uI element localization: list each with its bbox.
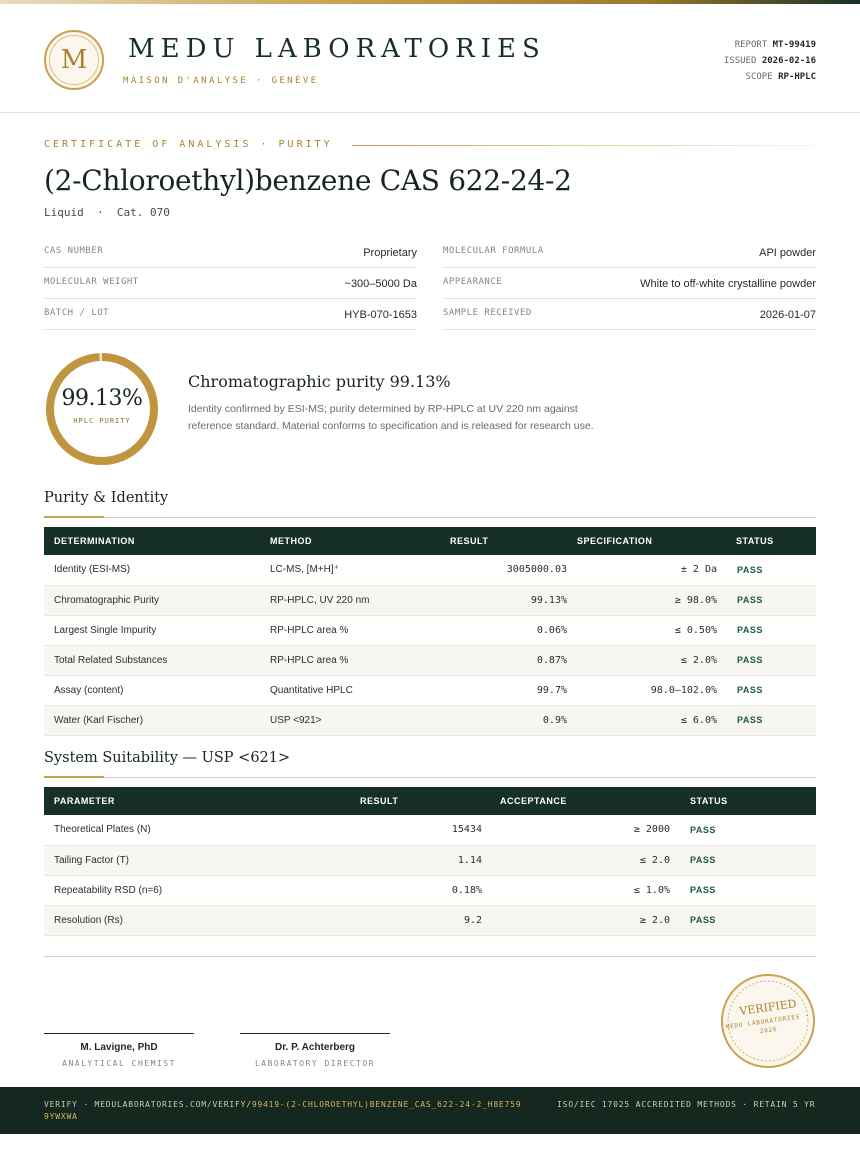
result-cell: 99.13% [420, 585, 577, 615]
signatory-name: M. Lavigne, PhD [80, 1042, 158, 1053]
property-row [443, 299, 816, 330]
table-row [44, 705, 816, 735]
accreditation-note: ISO/IEC 17025 ACCREDITED METHODS · RETAIN 5 YR [557, 1100, 816, 1109]
method-cell: RP-HPLC, UV 220 nm [260, 585, 420, 615]
method-cell: RP-HPLC area % [260, 645, 420, 675]
brand-name: MEDU LABORATORIES [128, 34, 546, 64]
method-cell: Quantitative HPLC [260, 675, 420, 705]
determination-cell: Water (Karl Fischer) [44, 705, 260, 735]
status-badge: PASS [680, 905, 816, 935]
brand-tagline: MAISON D'ANALYSE · GENÈVE [123, 76, 319, 86]
specification-cell: 98.0–102.0% [577, 675, 727, 705]
table-row [44, 815, 816, 845]
column-header: SPECIFICATION [577, 536, 653, 546]
report-number: REPORT MT-99419 [734, 40, 816, 50]
result-cell: 1.14 [292, 845, 492, 875]
result-cell: 9.2 [292, 905, 492, 935]
property-row [443, 237, 816, 268]
property-value: White to off-white crystalline powder [640, 278, 816, 290]
report-header [0, 4, 860, 113]
table-row [44, 905, 816, 935]
purity-identity-table [44, 527, 816, 736]
status-badge: PASS [680, 875, 816, 905]
section-accent [44, 776, 104, 778]
table-row [44, 615, 816, 645]
signature-divider [44, 956, 816, 957]
property-value: 2026-01-07 [759, 309, 816, 321]
footer-bar [0, 1087, 860, 1134]
eyebrow-divider [352, 145, 816, 146]
table-row [44, 875, 816, 905]
verify-link[interactable]: 99419-(2-CHLOROETHYL)BENZENE_CAS_622-24-2_H8E7599YWXWA [44, 1100, 522, 1121]
status-badge: PASS [727, 555, 816, 585]
parameter-cell: Resolution (Rs) [44, 905, 292, 935]
purity-ring-label: HPLC PURITY [73, 417, 131, 425]
column-header: PARAMETER [54, 796, 115, 806]
column-header: RESULT [360, 796, 399, 806]
parameter-cell: Theoretical Plates (N) [44, 815, 292, 845]
determination-cell: Identity (ESI-MS) [44, 555, 260, 585]
acceptance-cell: ≥ 2.0 [492, 905, 680, 935]
status-badge: PASS [680, 815, 816, 845]
acceptance-cell: ≥ 2000 [492, 815, 680, 845]
table-row [44, 585, 816, 615]
seal-subtitle: MEDU LABORATORIES · 2026 [725, 1012, 810, 1036]
signatory-role: ANALYTICAL CHEMIST [62, 1059, 176, 1068]
parameter-cell: Repeatability RSD (n=6) [44, 875, 292, 905]
table-row [44, 675, 816, 705]
determination-cell: Total Related Substances [44, 645, 260, 675]
section-rule [44, 777, 816, 778]
signatory-role: LABORATORY DIRECTOR [254, 1059, 375, 1068]
system-suitability-title: System Suitability — USP <621> [44, 750, 291, 766]
column-header: STATUS [690, 796, 728, 806]
acceptance-cell: ≤ 1.0% [492, 875, 680, 905]
purity-identity-title: Purity & Identity [44, 490, 169, 506]
purity-headline: Chromatographic purity 99.13% [188, 372, 451, 391]
column-header: RESULT [450, 536, 489, 546]
logo-letter: M [49, 35, 99, 85]
purity-description: Identity confirmed by ESI-MS; purity determined by RP-HPLC at UV 220 nm against reference standard. Material conforms to specification and is released for research use. [188, 403, 594, 432]
product-subline: Liquid · Cat. 070 [44, 206, 170, 219]
property-value: HYB-070-1653 [344, 309, 417, 321]
status-badge: PASS [727, 615, 816, 645]
property-value: API powder [759, 247, 816, 259]
report-scope: SCOPE RP-HPLC [745, 72, 816, 82]
method-cell: USP <921> [260, 705, 420, 735]
method-cell: RP-HPLC area % [260, 615, 420, 645]
column-header: METHOD [270, 536, 312, 546]
specification-cell: ≤ 2.0% [577, 645, 727, 675]
result-cell: 0.18% [292, 875, 492, 905]
determination-cell: Chromatographic Purity [44, 585, 260, 615]
table-header-row [44, 527, 816, 555]
result-cell: 0.06% [420, 615, 577, 645]
result-cell: 99.7% [420, 675, 577, 705]
table-row [44, 845, 816, 875]
status-badge: PASS [727, 675, 816, 705]
method-cell: LC-MS, [M+H]⁺ [260, 555, 420, 585]
certificate-eyebrow: CERTIFICATE OF ANALYSIS · PURITY [44, 139, 333, 150]
property-row [44, 237, 417, 268]
verify-line: VERIFY · MEDULABORATORIES.COM/VERIFY/99419-(2-CHLOROETHYL)BENZENE_CAS_622-24-2_H8E7599YWXWA [44, 1100, 522, 1121]
status-badge: PASS [727, 585, 816, 615]
report-meta [724, 37, 816, 85]
property-row [44, 299, 417, 330]
result-cell: 3005000.03 [420, 555, 577, 585]
product-title: (2-Chloroethyl)benzene CAS 622-24-2 [44, 164, 572, 197]
property-label: CAS NUMBER [44, 246, 104, 256]
status-badge: PASS [727, 645, 816, 675]
table-header-row [44, 787, 816, 815]
result-cell: 0.87% [420, 645, 577, 675]
section-rule [44, 517, 816, 518]
section-accent [44, 516, 104, 518]
property-label: SAMPLE RECEIVED [443, 308, 532, 318]
property-value: ~300–5000 Da [344, 278, 417, 290]
column-header: DETERMINATION [54, 536, 135, 546]
specification-cell: ≤ 6.0% [577, 705, 727, 735]
status-badge: PASS [680, 845, 816, 875]
specification-cell: ± 2 Da [577, 555, 727, 585]
status-badge: PASS [727, 705, 816, 735]
issued-date: ISSUED 2026-02-16 [723, 56, 816, 66]
signature-director [240, 1033, 390, 1068]
property-label: MOLECULAR WEIGHT [44, 277, 139, 287]
property-row [44, 268, 417, 299]
signature-chemist [44, 1033, 194, 1068]
result-cell: 15434 [292, 815, 492, 845]
property-label: APPEARANCE [443, 277, 503, 287]
column-header: ACCEPTANCE [500, 796, 567, 806]
determination-cell: Largest Single Impurity [44, 615, 260, 645]
column-header: STATUS [736, 536, 774, 546]
property-value: Proprietary [363, 247, 417, 259]
logo-emblem [44, 30, 104, 90]
table-row [44, 555, 816, 585]
system-suitability-table [44, 787, 816, 936]
table-row [44, 645, 816, 675]
seal-title: VERIFIED [738, 997, 798, 1018]
determination-cell: Assay (content) [44, 675, 260, 705]
acceptance-cell: ≤ 2.0 [492, 845, 680, 875]
result-cell: 0.9% [420, 705, 577, 735]
parameter-cell: Tailing Factor (T) [44, 845, 292, 875]
signatory-name: Dr. P. Achterberg [274, 1042, 356, 1053]
specification-cell: ≤ 0.50% [577, 615, 727, 645]
purity-ring-value: 99.13% [61, 386, 143, 411]
property-label: BATCH / LOT [44, 308, 110, 318]
specification-cell: ≥ 98.0% [577, 585, 727, 615]
property-row [443, 268, 816, 299]
property-label: MOLECULAR FORMULA [443, 246, 544, 256]
